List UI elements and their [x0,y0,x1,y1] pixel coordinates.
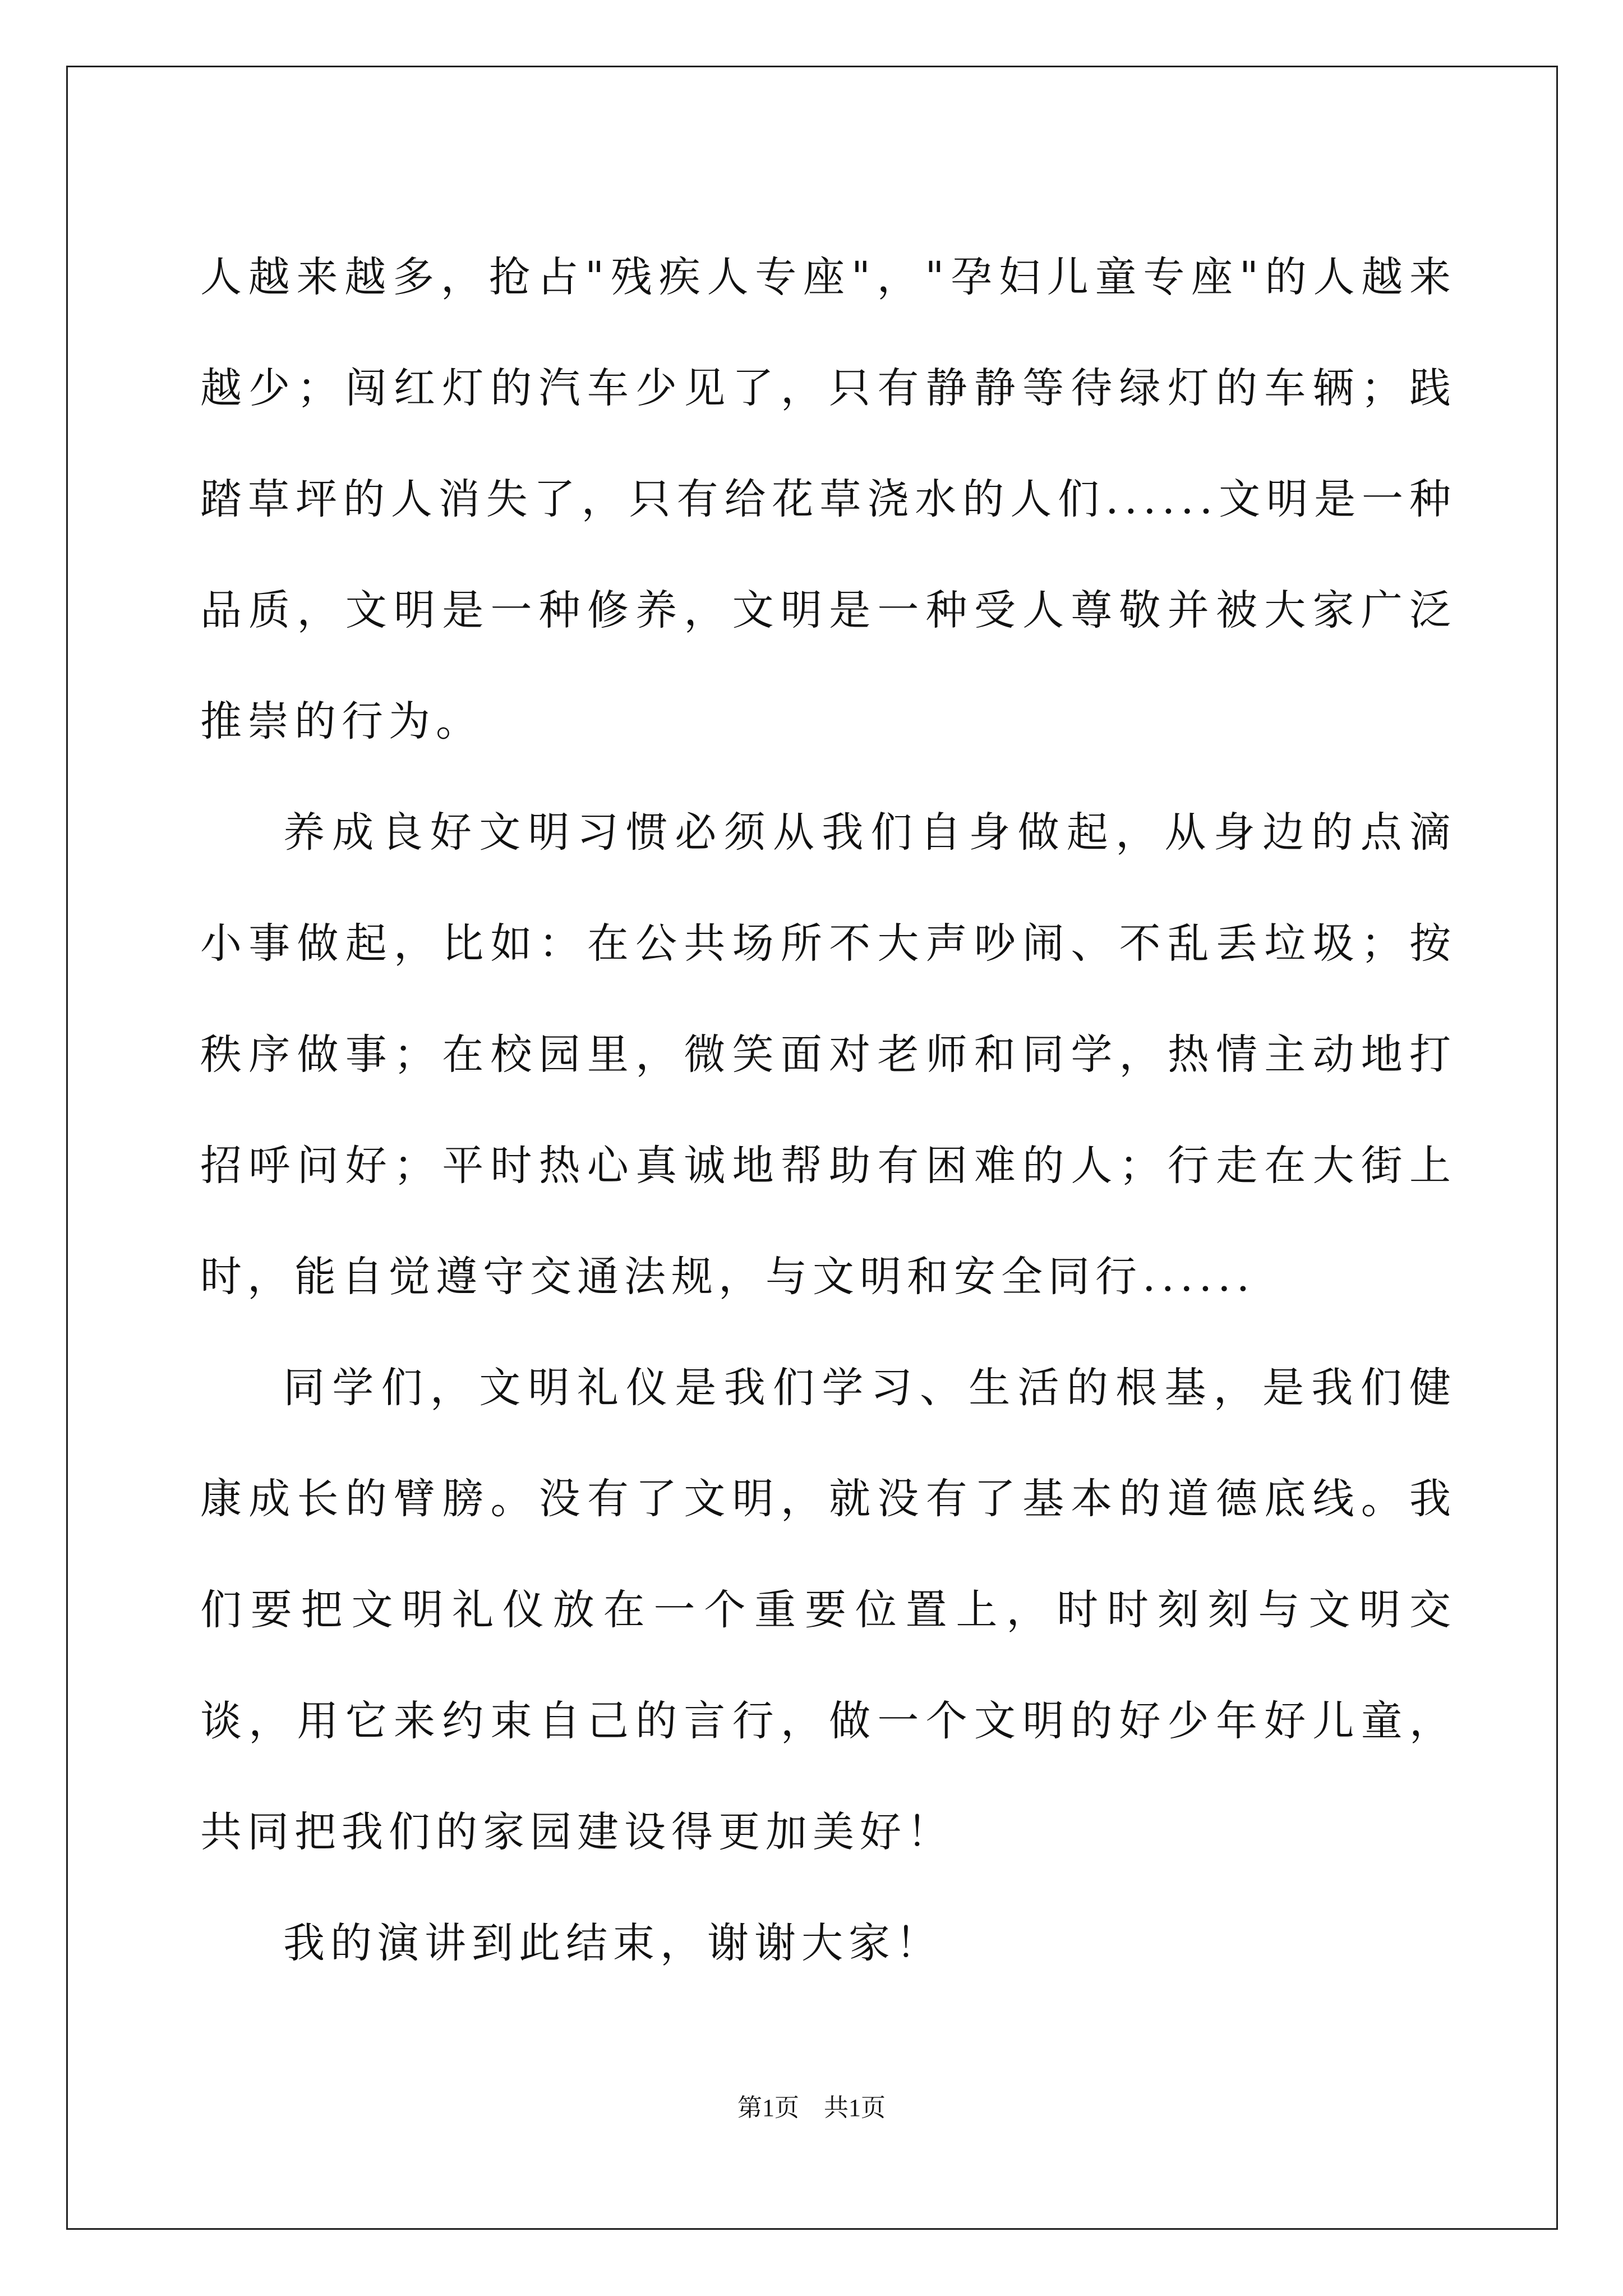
page-footer [0,2091,1623,2125]
page-number-current: 第1页 [737,2094,799,2122]
paragraph-4: 我的演讲到此结束，谢谢大家！ [283,1919,943,1967]
document-body [200,222,1456,1999]
paragraph-3: 同学们，文明礼仪是我们学习、生活的根基，是我们健康成长的臂膀。没有了文明，就没有了基本的道德底线。我们要把文明礼仪放在一个重要位置上，时时刻刻与文明交谈，用它来约束自己的言行，做一个文明的好少年好儿童，共同把我们的家园建设得更加美好！ [200,1364,1456,1856]
page-number-total: 共1页 [824,2094,886,2122]
paragraph-2: 养成良好文明习惯必须从我们自身做起，从身边的点滴小事做起，比如：在公共场所不大声吵闹、不乱丢垃圾；按秩序做事；在校园里，微笑面对老师和同学，热情主动地打招呼问好；平时热心真诚地帮助有困难的人；行走在大街上时，能自觉遵守交通法规，与文明和安全同行...... [200,808,1456,1301]
paragraph-1: 人越来越多，抢占"残疾人专座"，"孕妇儿童专座"的人越来越少；闯红灯的汽车少见了，只有静静等待绿灯的车辆；践踏草坪的人消失了，只有给花草浇水的人们......文明是一种品质，文明是一种修养，文明是一种受人尊敬并被大家广泛推崇的行为。 [200,253,1456,746]
